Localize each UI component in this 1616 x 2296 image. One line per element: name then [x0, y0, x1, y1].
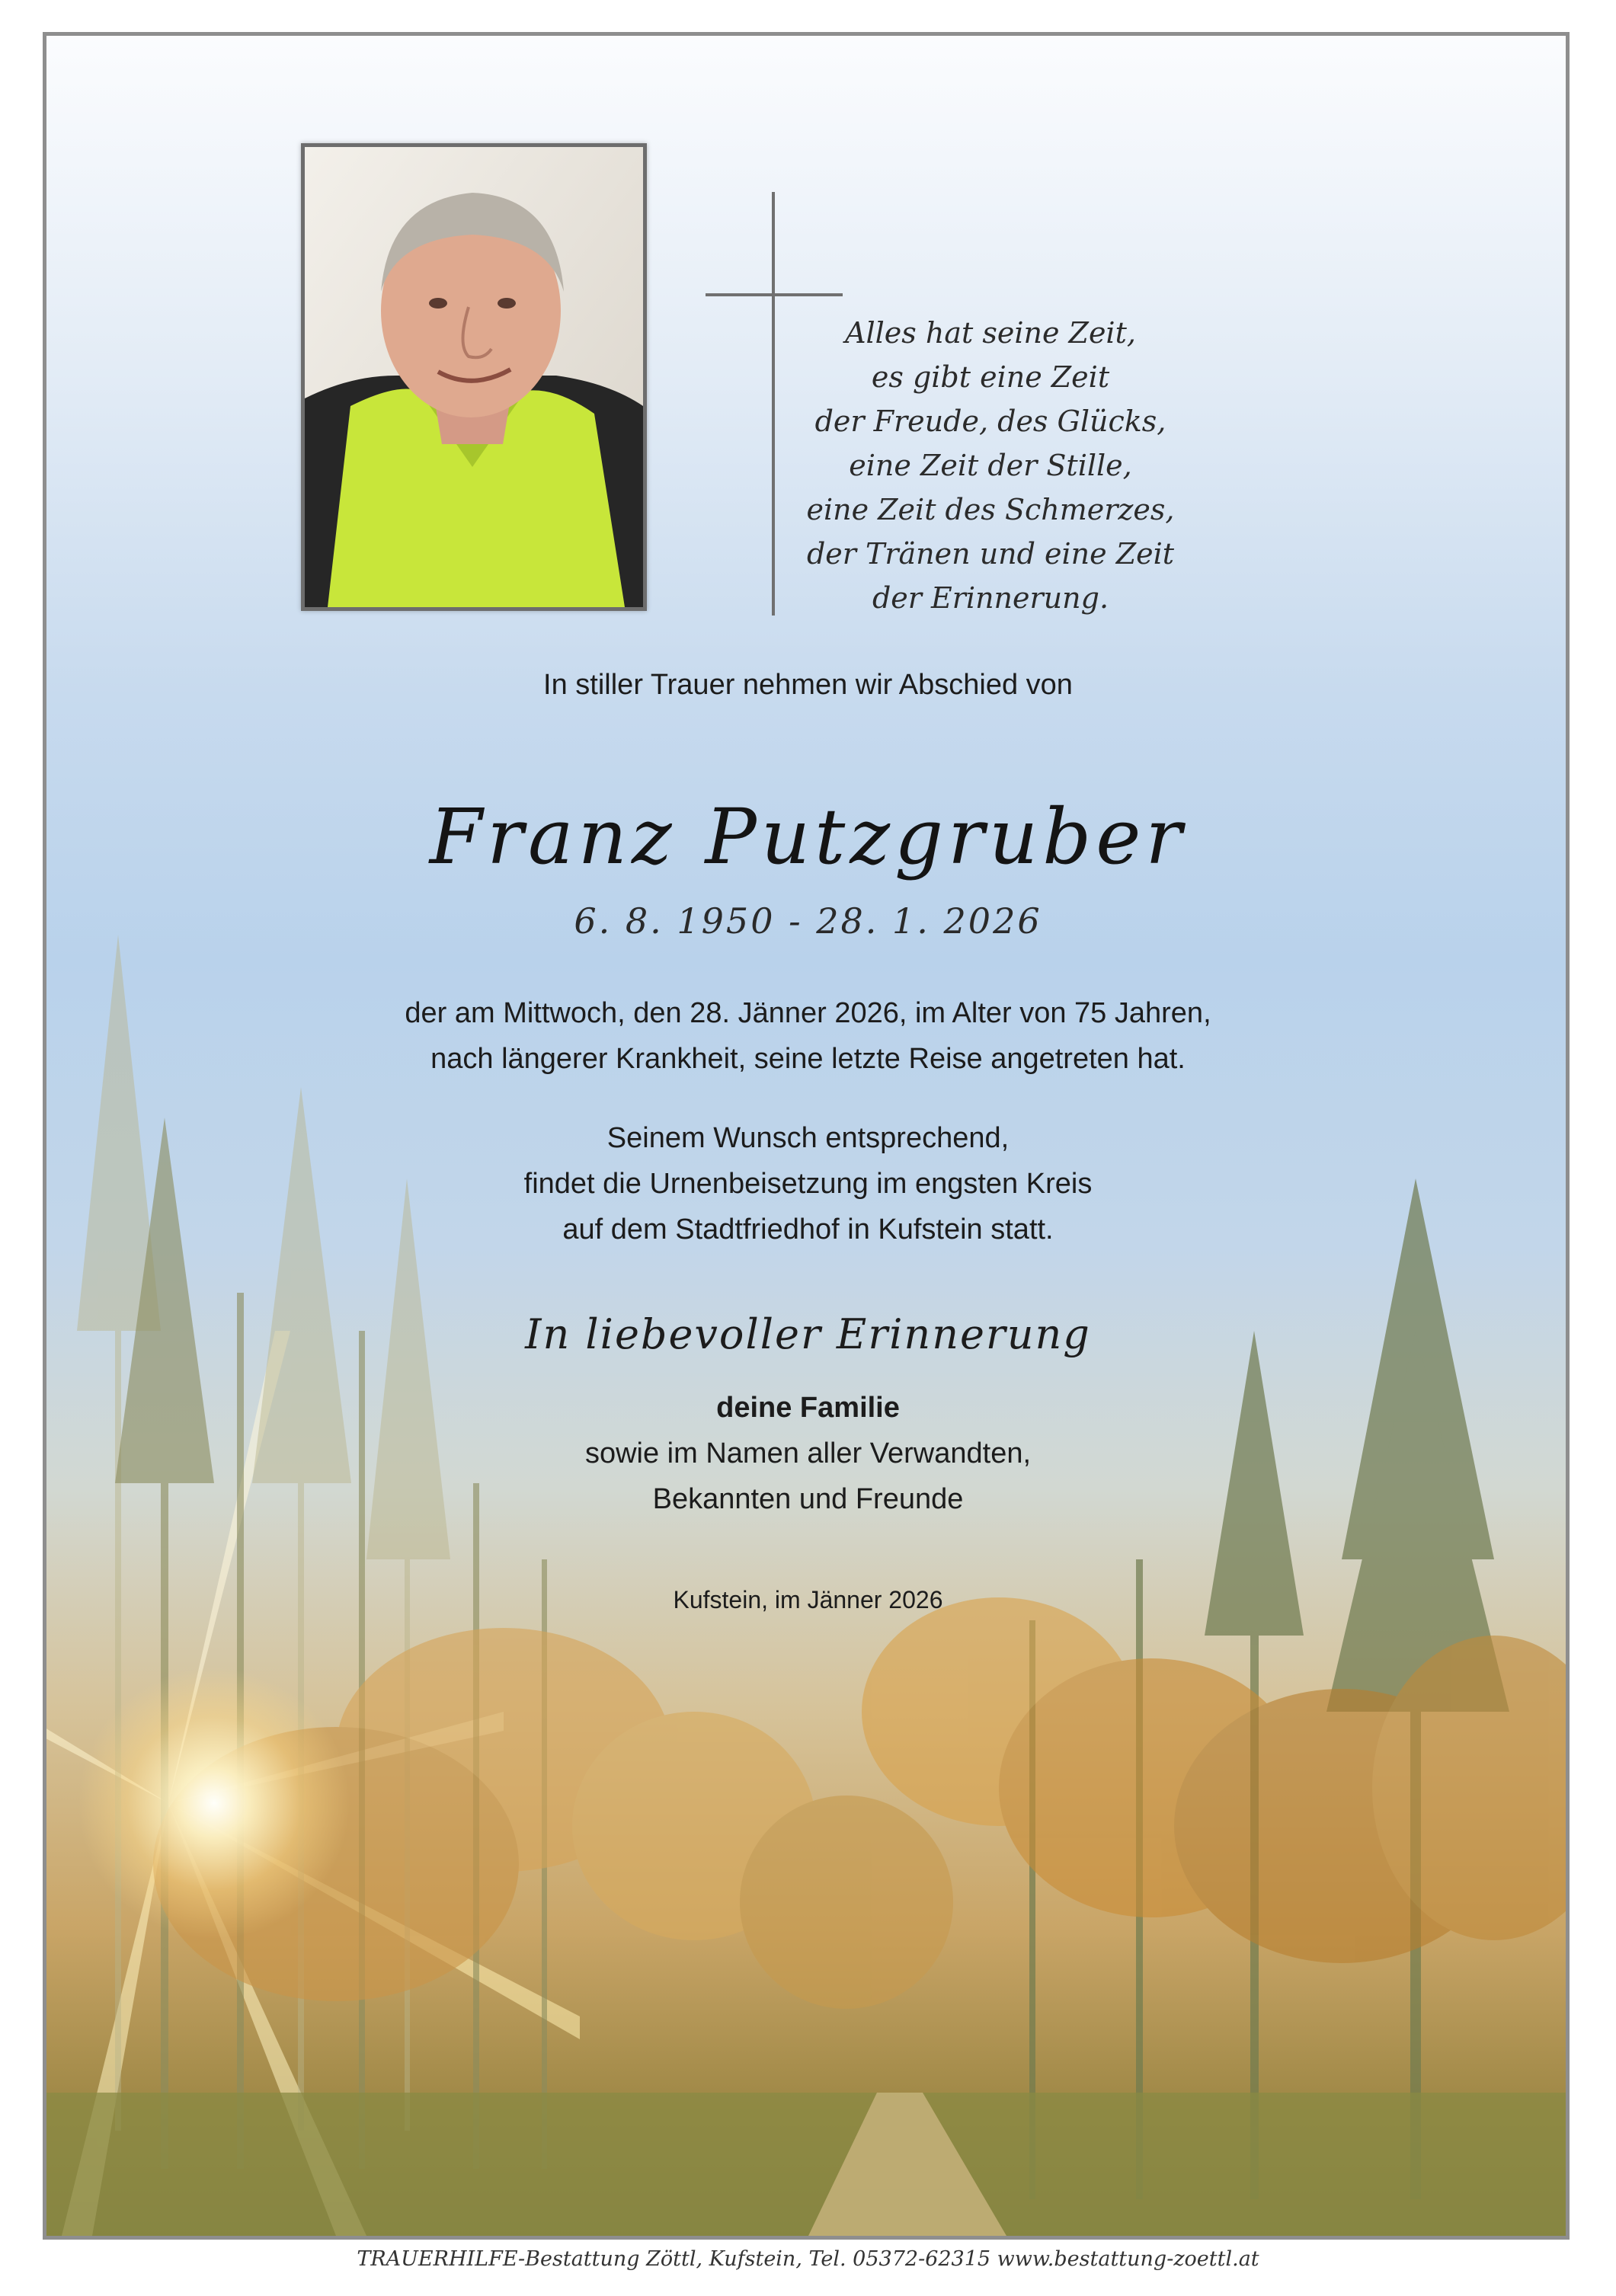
quote-line: der Erinnerung.	[872, 581, 1109, 615]
quote-line: der Freude, des Glücks,	[814, 405, 1166, 438]
paragraph-line: Seinem Wunsch entsprechend,	[606, 1122, 1010, 1154]
paragraph-line: der am Mittwoch, den 28. Jänner 2026, im Alter von 75 Jahren,	[405, 997, 1211, 1029]
family-line: sowie im Namen aller Verwandten,	[584, 1437, 1032, 1469]
portrait-photo	[301, 143, 647, 611]
family-signature	[0, 1385, 1616, 1522]
cross-horizontal	[706, 293, 843, 296]
funeral-home-footer: TRAUERHILFE-Bestattung Zöttl, Kufstein, Tel. 05372-62315 www.bestattung-zoettl.at	[357, 2247, 1259, 2271]
family-name: deine Familie	[716, 1392, 900, 1424]
life-dates: 6. 8. 1950 - 28. 1. 2026	[574, 900, 1042, 942]
sun-glow	[77, 1666, 351, 1940]
paragraph-line: findet die Urnenbeisetzung im engsten Kreis	[523, 1168, 1093, 1200]
paragraph-line: nach längerer Krankheit, seine letzte Reise angetreten hat.	[430, 1043, 1186, 1075]
quote-line: eine Zeit des Schmerzes,	[806, 493, 1175, 526]
quote-line: Alles hat seine Zeit,	[845, 316, 1136, 350]
death-notice-paragraph	[0, 990, 1616, 1082]
deceased-name: Franz Putzgruber	[429, 792, 1187, 881]
cross-vertical	[772, 192, 775, 616]
intro-text: In stiller Trauer nehmen wir Abschied von	[543, 669, 1073, 701]
quote-line: der Tränen und eine Zeit	[806, 537, 1175, 571]
memory-heading: In liebevoller Erinnerung	[525, 1310, 1091, 1358]
paragraph-line: auf dem Stadtfriedhof in Kufstein statt.	[562, 1214, 1054, 1246]
quote-line: es gibt eine Zeit	[871, 360, 1110, 394]
quote-line: eine Zeit der Stille,	[849, 449, 1132, 482]
family-line: Bekannten und Freunde	[652, 1483, 964, 1515]
burial-paragraph	[0, 1115, 1616, 1252]
place-date: Kufstein, im Jänner 2026	[673, 1586, 943, 1613]
memorial-quote	[777, 311, 1204, 620]
forest-path	[46, 2093, 1566, 2236]
